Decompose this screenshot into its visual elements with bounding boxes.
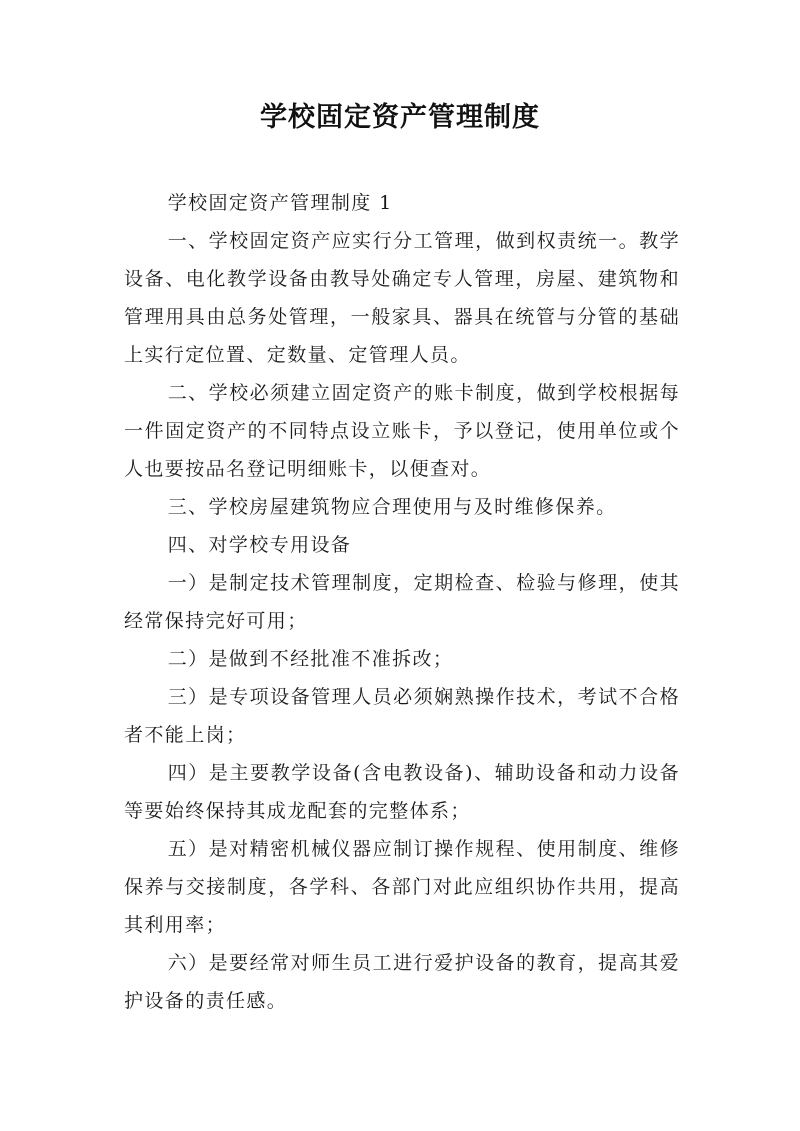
document-title: 学校固定资产管理制度	[260, 102, 540, 133]
paragraph-subitem-4: 四）是主要教学设备(含电教设备)、辅助设备和动力设备等要始终保持其成龙配套的完整体系；	[124, 762, 680, 822]
document-body	[124, 184, 680, 1020]
paragraph-item-4: 四、对学校专用设备	[167, 534, 352, 556]
paragraph-subitem-1: 一）是制定技术管理制度，定期检查、检验与修理，使其经常保持完好可用；	[124, 572, 680, 632]
paragraph-section-heading: 学校固定资产管理制度 1	[167, 192, 393, 214]
paragraph-item-1: 一、学校固定资产应实行分工管理，做到权责统一。教学设备、电化教学设备由教导处确定专人管理，房屋、建筑物和管理用具由总务处管理，一般家具、器具在统管与分管的基础上实行定位置、定数量、定管理人员。	[124, 230, 680, 366]
paragraph-item-3: 三、学校房屋建筑物应合理使用与及时维修保养。	[167, 496, 617, 518]
paragraph-subitem-3: 三）是专项设备管理人员必须娴熟操作技术，考试不合格者不能上岗；	[124, 686, 680, 746]
paragraph-item-2: 二、学校必须建立固定资产的账卡制度，做到学校根据每一件固定资产的不同特点设立账卡，予以登记，使用单位或个人也要按品名登记明细账卡，以便查对。	[124, 382, 680, 480]
paragraph-subitem-5: 五）是对精密机械仪器应制订操作规程、使用制度、维修保养与交接制度，各学科、各部门对此应组织协作共用，提高其利用率；	[124, 838, 680, 936]
paragraph-subitem-2: 二）是做到不经批准不准拆改；	[167, 648, 454, 670]
paragraph-subitem-6: 六）是要经常对师生员工进行爱护设备的教育，提高其爱护设备的责任感。	[124, 952, 680, 1012]
